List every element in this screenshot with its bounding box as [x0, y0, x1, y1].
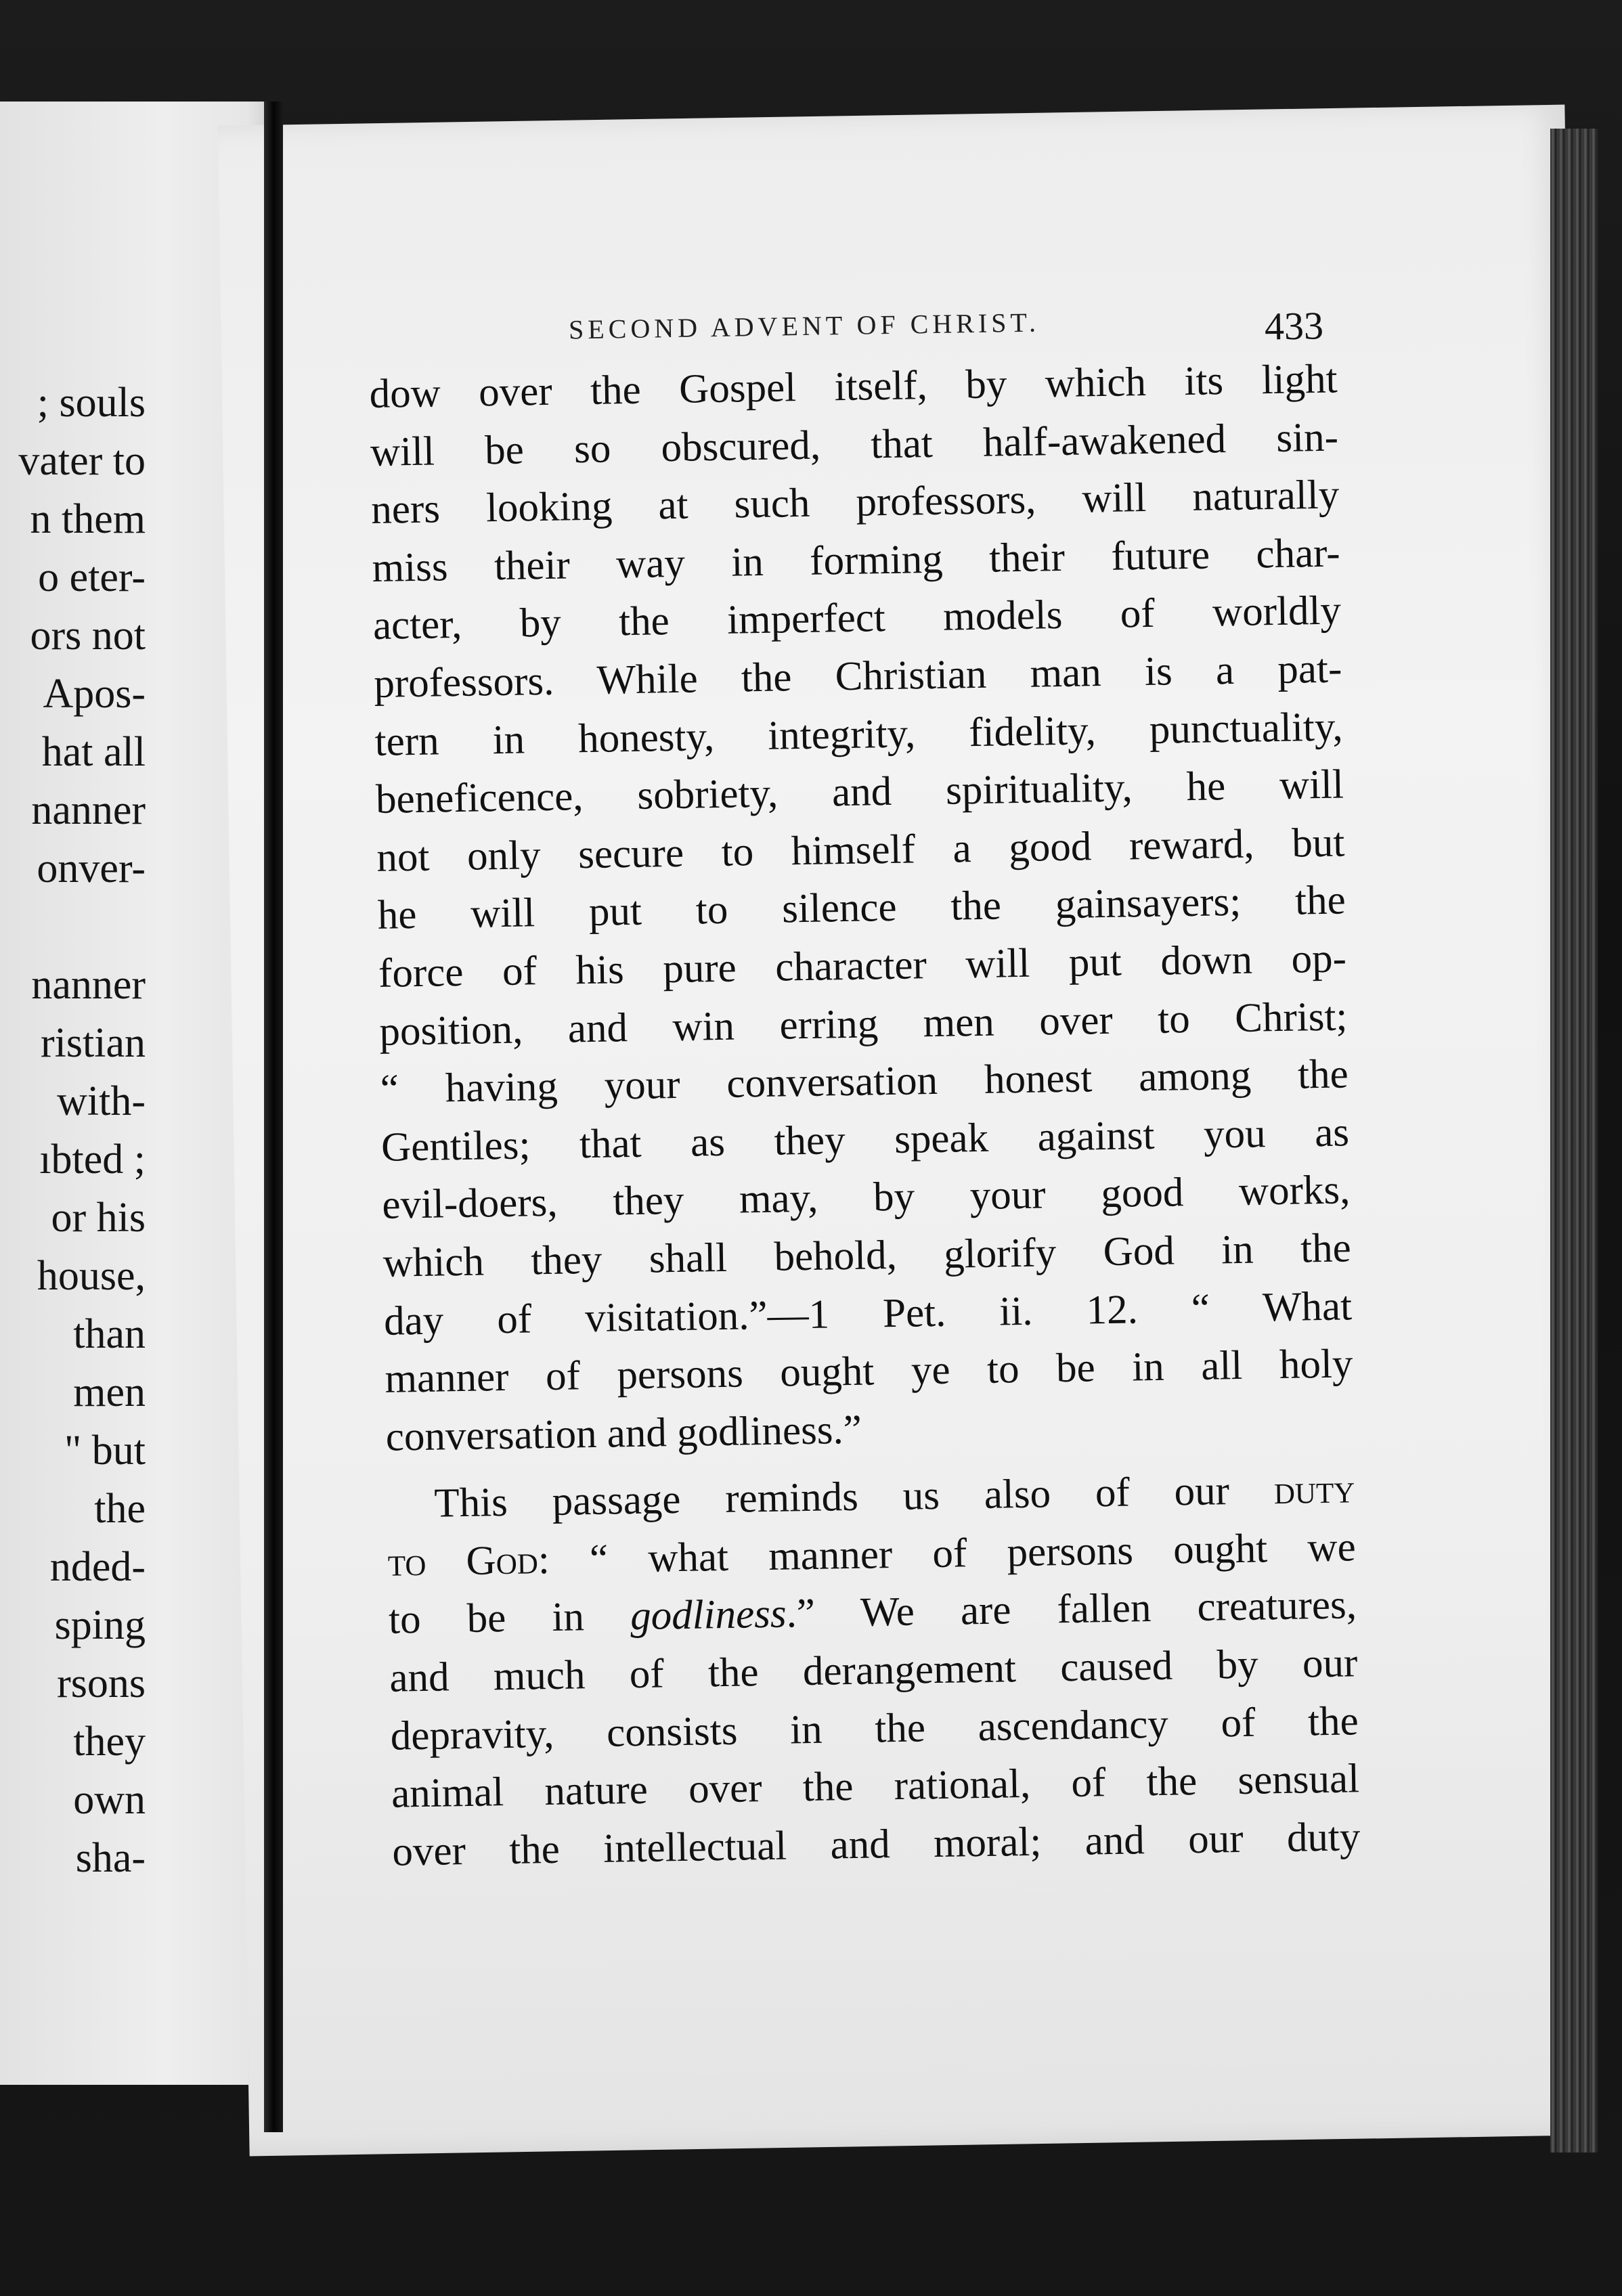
left-page-text-fragments	[0, 374, 146, 1887]
text-line: not only secure to himself a good reward, but	[376, 820, 1345, 881]
text-line: “ having your conversation honest among the	[380, 1051, 1349, 1112]
text-line: he will put to silence the gainsayers; the	[377, 877, 1346, 939]
left-fragment-line: men	[73, 1369, 146, 1415]
left-fragment-line: sha-	[75, 1835, 146, 1881]
text-line: force of his pure character will put down op-	[378, 935, 1347, 996]
left-fragment-line: Apos-	[43, 671, 146, 717]
left-fragment-line: they	[73, 1719, 146, 1765]
left-fragment-line: house,	[37, 1253, 146, 1299]
running-head: SECOND ADVENT OF CHRIST.	[568, 307, 1040, 345]
text-line: depravity, consists in the ascendancy of the	[390, 1698, 1359, 1759]
left-fragment-line: o eter-	[38, 554, 146, 600]
italic-godliness: godliness	[630, 1591, 787, 1639]
left-fragment-line: with-	[57, 1078, 146, 1124]
text-line: manner of persons ought ye to be in all holy	[384, 1341, 1353, 1402]
book-gutter	[264, 102, 283, 2132]
text-line: beneficence, sobriety, and spirituality, he will	[375, 761, 1344, 823]
page-number: 433	[1264, 303, 1324, 349]
text-line: conversation and godliness.”	[385, 1407, 862, 1460]
text-line: position, and win erring men over to Christ;	[378, 993, 1348, 1055]
text-line: over the intellectual and moral; and our duty	[391, 1814, 1361, 1875]
left-fragment-line: n them	[30, 496, 146, 542]
text-line: which they shall behold, glorify God in the	[382, 1225, 1352, 1286]
left-fragment-line	[0, 898, 146, 956]
text-line: and much of the derangement caused by our	[389, 1640, 1358, 1701]
left-fragment-line: nanner	[31, 962, 146, 1008]
page-edges	[1550, 129, 1598, 2152]
left-fragment-line: nanner	[31, 787, 146, 833]
text-line: tern in honesty, integrity, fidelity, punctuality,	[374, 704, 1344, 765]
left-fragment-line: ; souls	[37, 380, 146, 426]
text-line: miss their way in forming their future char-	[372, 530, 1341, 591]
text-line: dow over the Gospel itself, by which its light	[369, 356, 1338, 417]
paragraph-1	[369, 351, 1354, 1467]
body-text	[369, 351, 1361, 1882]
left-fragment-line: ristian	[41, 1020, 146, 1066]
text-line: evil-doers, they may, by your good works,	[381, 1167, 1351, 1229]
left-fragment-line: hat all	[41, 729, 146, 775]
left-fragment-line: own	[73, 1777, 146, 1823]
text-span: This passage reminds us also of our	[433, 1467, 1275, 1526]
text-line: will be so obscured, that half-awakened sin-	[370, 414, 1339, 475]
text-line: day of visitation.”—1 Pet. ii. 12. “ What	[383, 1283, 1353, 1344]
text-line: animal nature over the rational, of the sensual	[391, 1756, 1360, 1817]
left-fragment-line: nded-	[49, 1544, 146, 1590]
text-line: Gentiles; that as they speak against you as	[380, 1109, 1350, 1170]
left-fragment-line: ors not	[30, 613, 146, 659]
left-fragment-line: vater to	[18, 438, 146, 484]
text-line: ners looking at such professors, will naturally	[370, 472, 1340, 533]
left-fragment-line: onver-	[37, 845, 146, 891]
small-caps-duty: duty	[1273, 1466, 1355, 1514]
text-span: .” We are fallen creatures,	[786, 1582, 1357, 1637]
text-span: : “ what manner of persons ought we	[538, 1524, 1357, 1583]
small-caps-to-god: to God	[387, 1537, 539, 1585]
left-fragment-line: sping	[54, 1602, 146, 1648]
left-fragment-line: " but	[64, 1428, 146, 1474]
text-line: professors. While the Christian man is a pat-	[373, 646, 1342, 707]
text-line: acter, by the imperfect models of worldly	[372, 588, 1342, 649]
left-fragment-line: or his	[51, 1195, 146, 1241]
left-fragment-line: the	[94, 1486, 146, 1532]
paragraph-2	[387, 1461, 1361, 1882]
left-fragment-line: rsons	[57, 1660, 146, 1706]
left-fragment-line: than	[73, 1311, 146, 1357]
text-span: to be in	[388, 1593, 631, 1643]
left-fragment-line: ıbted ;	[39, 1136, 146, 1183]
